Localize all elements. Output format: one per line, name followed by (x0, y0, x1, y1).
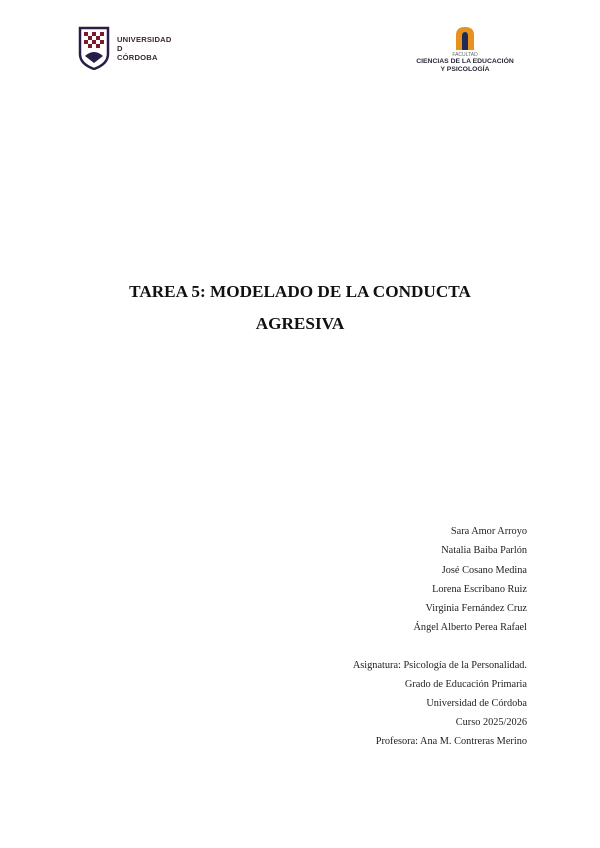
faculty-logo-line1: CIENCIAS DE LA EDUCACIÓN (416, 58, 514, 65)
university-shield-icon (77, 26, 111, 70)
authors-list (413, 522, 527, 638)
title-line-1: TAREA 5: MODELADO DE LA CONDUCTA (129, 282, 471, 301)
university-logo-line2: D (117, 43, 123, 53)
course-year-line: Curso 2025/2026 (455, 717, 527, 728)
document-title (60, 276, 540, 340)
author-name: José Cosano Medina (441, 564, 527, 576)
university-logo-line1: UNIVERSIDAD (117, 34, 172, 44)
university-logo (77, 26, 172, 70)
title-line-2: AGRESIVA (255, 314, 345, 333)
faculty-arch-icon (454, 25, 476, 51)
author-name: Ángel Alberto Perea Rafael (413, 622, 527, 634)
author-name: Natalia Baiba Parlón (441, 545, 527, 557)
faculty-logo (412, 25, 518, 73)
teacher-line: Profesora: Ana M. Contreras Merino (375, 736, 527, 747)
subject-line: Asignatura: Psicología de la Personalidad. (352, 660, 527, 671)
university-logo-line3: CÓRDOBA (117, 52, 158, 62)
university-line: Universidad de Córdoba (426, 698, 527, 709)
faculty-logo-line2: Y PSICOLOGÍA (440, 65, 490, 73)
author-name: Lorena Escribano Ruiz (432, 583, 527, 595)
author-name: Sara Amor Arroyo (450, 526, 527, 537)
faculty-logo-line0: FACULTAD (452, 52, 478, 58)
degree-line: Grado de Educación Primaria (404, 679, 527, 690)
author-name: Virginia Fernández Cruz (425, 603, 527, 615)
course-info (353, 656, 527, 751)
